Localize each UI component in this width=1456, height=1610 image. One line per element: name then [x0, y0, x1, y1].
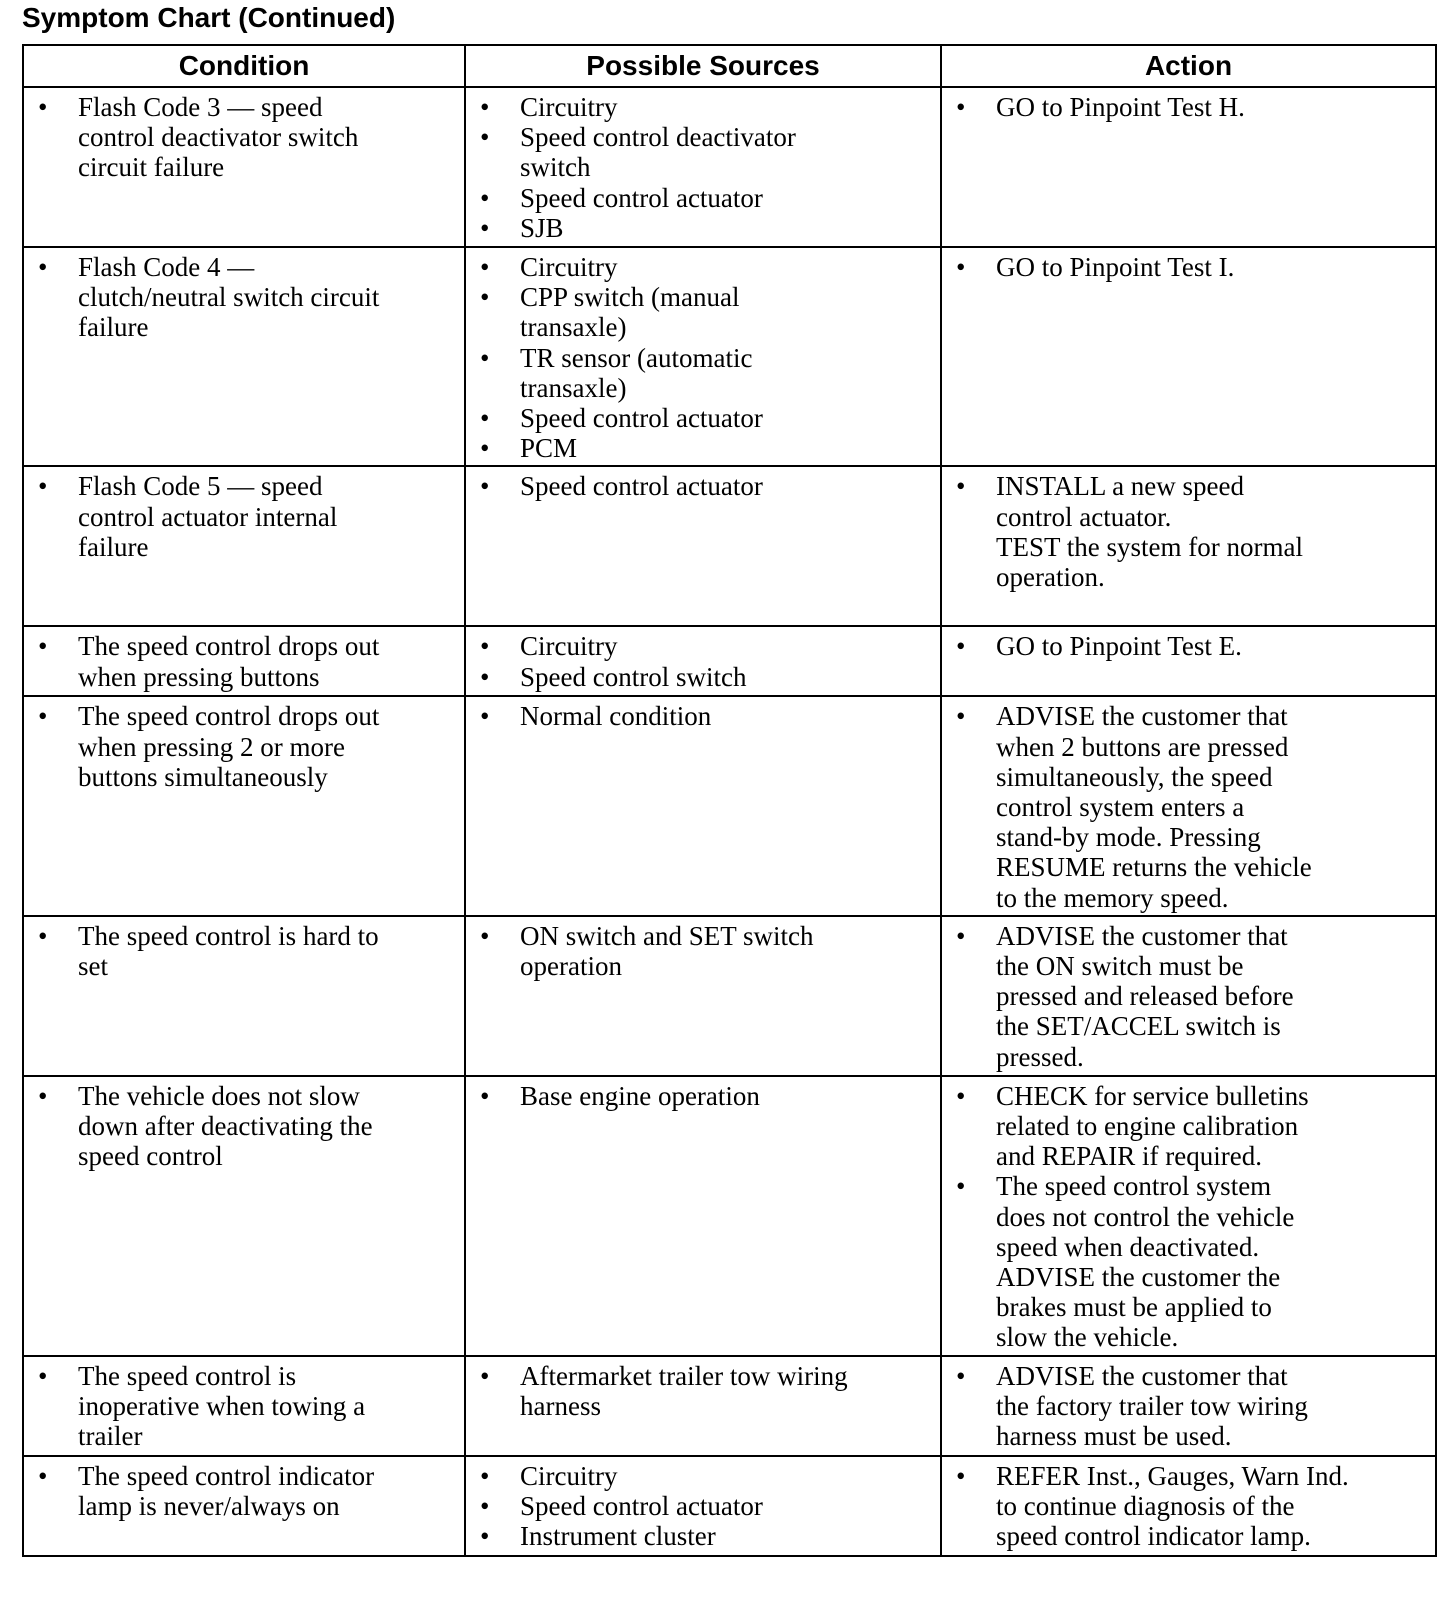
bullet-item	[474, 1461, 932, 1491]
bullet-item	[950, 1081, 1427, 1172]
table-row	[23, 247, 1436, 466]
bullet-item	[950, 92, 1427, 122]
table-row	[23, 1456, 1436, 1556]
bullet-list	[950, 1081, 1427, 1353]
text-line: control actuator internal	[78, 501, 338, 532]
text-line: related to engine calibration	[996, 1111, 1299, 1142]
text-line: • Circuitry	[520, 252, 618, 282]
text-line: trailer	[78, 1421, 143, 1452]
bullet-list	[32, 471, 456, 562]
bullet-list	[474, 252, 932, 463]
bullet-item	[950, 631, 1427, 661]
bullet-item	[474, 921, 932, 981]
table-header-row	[23, 45, 1436, 87]
text-line: control deactivator switch	[78, 122, 359, 153]
text-line: • Flash Code 3 — speed	[78, 92, 323, 122]
text-line: harness	[520, 1390, 601, 1421]
text-line: pressed and released before	[996, 981, 1294, 1012]
bullet-item	[32, 471, 456, 562]
text-line: operation.	[996, 562, 1105, 593]
bullet-list	[950, 471, 1427, 592]
text-line: switch	[520, 152, 591, 183]
bullet-item	[950, 1171, 1427, 1352]
text-line: does not control the vehicle	[996, 1201, 1295, 1232]
text-line: • ADVISE the customer that	[996, 920, 1288, 951]
text-line: • Speed control switch	[520, 661, 747, 692]
text-line: down after deactivating the	[78, 1111, 373, 1142]
text-line: • REFER Inst., Gauges, Warn Ind.	[996, 1460, 1349, 1491]
bullet-item	[32, 921, 456, 981]
bullet-list	[32, 1081, 456, 1172]
table-row	[23, 466, 1436, 626]
action-cell	[941, 1076, 1436, 1356]
bullet-list	[950, 701, 1427, 912]
text-line: slow the vehicle.	[996, 1322, 1179, 1353]
text-line: to continue diagnosis of the	[996, 1490, 1295, 1521]
bullet-item	[474, 1521, 932, 1551]
text-line: • Flash Code 4 —	[78, 252, 255, 282]
text-line: control system enters a	[996, 792, 1245, 823]
condition-cell	[23, 916, 465, 1076]
text-line: • Flash Code 5 — speed	[78, 471, 323, 502]
bullet-item	[950, 1461, 1427, 1552]
text-line: the ON switch must be	[996, 951, 1244, 982]
bullet-item	[474, 1491, 932, 1521]
bullet-list	[474, 631, 932, 691]
bullet-list	[950, 1361, 1427, 1452]
bullet-item	[474, 471, 932, 501]
bullet-list	[32, 1361, 456, 1452]
text-line: circuit failure	[78, 152, 225, 183]
bullet-item	[32, 1461, 456, 1521]
bullet-list	[474, 701, 932, 731]
text-line: the factory trailer tow wiring	[996, 1390, 1308, 1421]
text-line: RESUME returns the vehicle	[996, 852, 1312, 883]
column-header-action: Action	[941, 45, 1436, 87]
bullet-list	[950, 921, 1427, 1072]
text-line: • TR sensor (automatic	[520, 342, 753, 373]
text-line: stand-by mode. Pressing	[996, 822, 1261, 853]
text-line: clutch/neutral switch circuit	[78, 282, 380, 313]
symptom-chart-table	[22, 44, 1437, 1557]
bullet-list	[32, 92, 456, 183]
table-row	[23, 696, 1436, 915]
text-line: • Circuitry	[520, 92, 618, 122]
possible-sources-cell	[465, 87, 941, 247]
table-body	[23, 87, 1436, 1556]
bullet-item	[950, 471, 1427, 592]
bullet-item	[474, 343, 932, 403]
action-cell	[941, 466, 1436, 626]
text-line: when pressing 2 or more	[78, 731, 345, 762]
text-line: • Circuitry	[520, 1460, 618, 1491]
condition-cell	[23, 466, 465, 626]
text-line: transaxle)	[520, 372, 627, 403]
text-line: • The speed control drops out	[78, 701, 380, 732]
bullet-list	[32, 921, 456, 981]
text-line: • Speed control actuator	[520, 182, 763, 213]
text-line: operation	[520, 951, 622, 982]
text-line: • ON switch and SET switch	[520, 920, 814, 951]
table-row	[23, 916, 1436, 1076]
action-cell	[941, 626, 1436, 696]
text-line: • Speed control actuator	[520, 471, 763, 502]
bullet-item	[32, 92, 456, 183]
bullet-item	[474, 92, 932, 122]
page-title: Symptom Chart (Continued)	[22, 2, 396, 33]
bullet-list	[32, 1461, 456, 1521]
bullet-list	[32, 631, 456, 691]
text-line: • Aftermarket trailer tow wiring	[520, 1360, 848, 1391]
text-line: • The vehicle does not slow	[78, 1080, 360, 1111]
table-row	[23, 626, 1436, 696]
bullet-item	[474, 252, 932, 282]
text-line: the SET/ACCEL switch is	[996, 1011, 1281, 1042]
text-line: • Instrument cluster	[520, 1521, 716, 1552]
table-row	[23, 1076, 1436, 1356]
bullet-list	[474, 92, 932, 243]
text-line: harness must be used.	[996, 1421, 1232, 1452]
text-line: • Normal condition	[520, 701, 712, 732]
text-line: • GO to Pinpoint Test E.	[996, 631, 1242, 662]
text-line: speed when deactivated.	[996, 1231, 1260, 1262]
text-line: simultaneously, the speed	[996, 761, 1273, 792]
possible-sources-cell	[465, 626, 941, 696]
text-line: • GO to Pinpoint Test H.	[996, 92, 1245, 122]
bullet-list	[32, 701, 456, 792]
condition-cell	[23, 1356, 465, 1456]
condition-cell	[23, 247, 465, 466]
bullet-item	[474, 631, 932, 661]
possible-sources-cell	[465, 1356, 941, 1456]
text-line: to the memory speed.	[996, 882, 1229, 913]
action-cell	[941, 1356, 1436, 1456]
text-line: • ADVISE the customer that	[996, 1360, 1288, 1391]
bullet-list	[950, 1461, 1427, 1552]
bullet-item	[474, 183, 932, 213]
possible-sources-cell	[465, 696, 941, 915]
action-cell	[941, 696, 1436, 915]
text-line: • The speed control is	[78, 1360, 297, 1391]
bullet-item	[474, 701, 932, 731]
bullet-item	[32, 631, 456, 691]
text-line: • ADVISE the customer that	[996, 701, 1288, 732]
text-line: pressed.	[996, 1041, 1084, 1072]
text-line: • The speed control system	[996, 1171, 1272, 1202]
bullet-item	[474, 1361, 932, 1421]
bullet-list	[32, 252, 456, 343]
bullet-item	[32, 701, 456, 792]
text-line: • CHECK for service bulletins	[996, 1080, 1309, 1111]
table-row	[23, 87, 1436, 247]
condition-cell	[23, 87, 465, 247]
text-line: lamp is never/always on	[78, 1490, 340, 1521]
bullet-list	[474, 1361, 932, 1421]
text-line: speed control indicator lamp.	[996, 1521, 1311, 1552]
action-cell	[941, 916, 1436, 1076]
text-line: • Circuitry	[520, 631, 618, 662]
text-line: • GO to Pinpoint Test I.	[996, 252, 1235, 282]
text-line: inoperative when towing a	[78, 1390, 366, 1421]
bullet-item	[950, 1361, 1427, 1452]
text-line: • CPP switch (manual	[520, 282, 740, 313]
possible-sources-cell	[465, 916, 941, 1076]
bullet-list	[474, 1081, 932, 1111]
bullet-item	[474, 403, 932, 433]
bullet-item	[32, 1361, 456, 1452]
text-line: TEST the system for normal	[996, 531, 1303, 562]
condition-cell	[23, 1456, 465, 1556]
condition-cell	[23, 696, 465, 915]
bullet-item	[474, 1081, 932, 1111]
bullet-item	[32, 1081, 456, 1172]
bullet-item	[474, 122, 932, 182]
text-line: and REPAIR if required.	[996, 1141, 1262, 1172]
bullet-list	[950, 252, 1427, 282]
text-line: brakes must be applied to	[996, 1292, 1272, 1323]
text-line: set	[78, 951, 108, 982]
text-line: when 2 buttons are pressed	[996, 731, 1289, 762]
text-line: • The speed control drops out	[78, 631, 380, 662]
text-line: transaxle)	[520, 312, 627, 343]
bullet-item	[950, 252, 1427, 282]
possible-sources-cell	[465, 1076, 941, 1356]
bullet-item	[32, 252, 456, 343]
text-line: speed control	[78, 1141, 223, 1172]
text-line: • PCM	[520, 433, 578, 464]
possible-sources-cell	[465, 247, 941, 466]
bullet-list	[950, 92, 1427, 122]
bullet-item	[474, 662, 932, 692]
text-line: failure	[78, 312, 149, 343]
bullet-item	[474, 213, 932, 243]
text-line: when pressing buttons	[78, 661, 320, 692]
action-cell	[941, 87, 1436, 247]
bullet-list	[950, 631, 1427, 661]
bullet-item	[474, 433, 932, 463]
text-line: • INSTALL a new speed	[996, 471, 1245, 502]
text-line: • The speed control is hard to	[78, 920, 379, 951]
text-line: ADVISE the customer the	[996, 1262, 1281, 1293]
text-line: • Base engine operation	[520, 1080, 760, 1111]
bullet-item	[950, 701, 1427, 912]
condition-cell	[23, 626, 465, 696]
action-cell	[941, 1456, 1436, 1556]
text-line: • Speed control actuator	[520, 403, 763, 434]
text-line: • Speed control actuator	[520, 1490, 763, 1521]
bullet-item	[474, 282, 932, 342]
column-header-possible-sources: Possible Sources	[465, 45, 941, 87]
column-header-condition: Condition	[23, 45, 465, 87]
text-line: failure	[78, 531, 149, 562]
text-line: control actuator.	[996, 501, 1172, 532]
text-line: buttons simultaneously	[78, 761, 328, 792]
bullet-list	[474, 921, 932, 981]
text-line: • SJB	[520, 212, 564, 243]
possible-sources-cell	[465, 1456, 941, 1556]
possible-sources-cell	[465, 466, 941, 626]
text-line: • Speed control deactivator	[520, 122, 796, 153]
condition-cell	[23, 1076, 465, 1356]
action-cell	[941, 247, 1436, 466]
bullet-list	[474, 471, 932, 501]
bullet-list	[474, 1461, 932, 1552]
table-row	[23, 1356, 1436, 1456]
bullet-item	[950, 921, 1427, 1072]
text-line: • The speed control indicator	[78, 1460, 375, 1491]
